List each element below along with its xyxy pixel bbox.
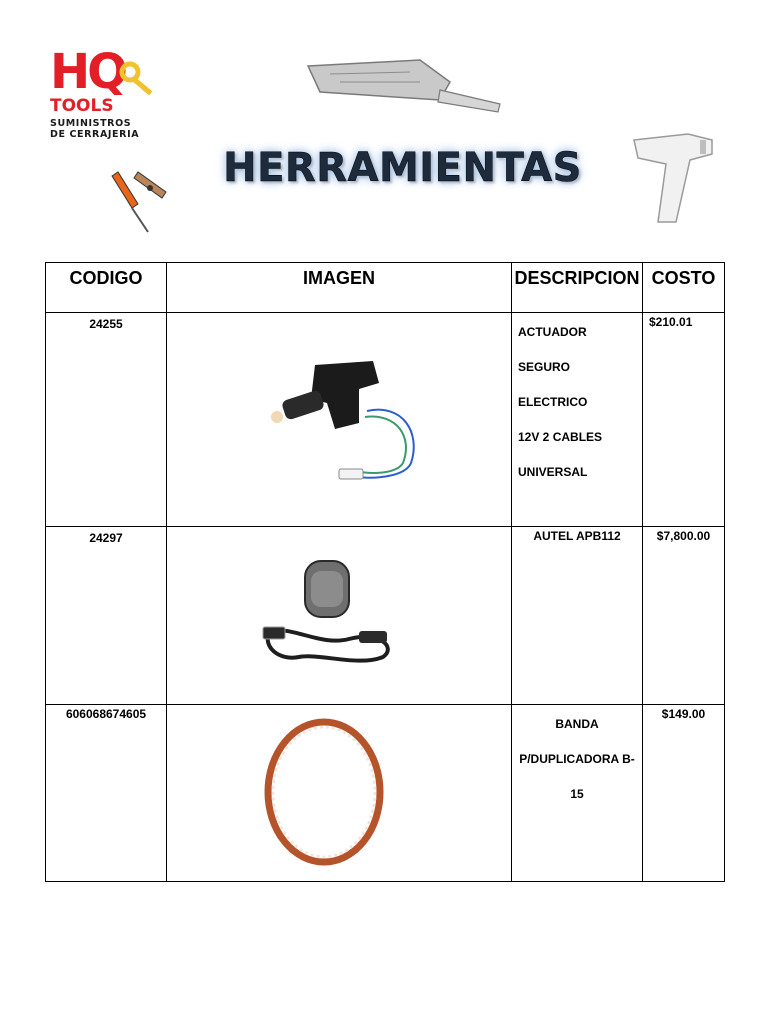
column-header-descripcion: DESCRIPCION [512,263,643,313]
door-lock-actuator-image [263,353,423,483]
description-line: P/DUPLICADORA B- [519,752,635,766]
product-description [512,313,643,527]
page-title: HERRAMIENTAS [223,145,582,191]
product-code: 24297 [46,527,167,705]
product-table [45,262,725,882]
description-line: AUTEL APB112 [533,529,621,543]
product-image-cell [167,313,512,527]
product-description [512,527,643,705]
logo-tools-text: TOOLS [50,96,114,116]
column-header-costo: COSTO [643,263,725,313]
product-image-cell [167,527,512,705]
column-header-codigo: CODIGO [46,263,167,313]
table-header-row [46,263,725,313]
key-icon [118,60,160,100]
description-line: 15 [570,787,584,801]
product-image-cell [167,705,512,882]
product-price: $210.01 [643,313,725,527]
product-description [512,705,643,882]
table-row [46,527,725,705]
logo-subtitle: SUMINISTROS DE CERRAJERIA [50,118,140,140]
logo-hq-text: HQ [50,44,125,100]
description-line: BANDA [555,717,599,731]
autel-apb112-image [259,557,399,667]
description-line: UNIVERSAL [518,465,588,479]
pick-gun-image [628,126,720,226]
hq-tools-logo [48,44,160,150]
lock-pick-tool-image [300,52,505,120]
table-row [46,313,725,527]
table-row [46,705,725,882]
duplicator-belt-image [263,717,385,867]
product-code: 606068674605 [46,705,167,882]
description-line: 12V 2 CABLES [518,430,603,444]
description-line: SEGURO ELECTRICO [518,360,588,409]
column-header-imagen: IMAGEN [167,263,512,313]
product-price: $149.00 [643,705,725,882]
product-code: 24255 [46,313,167,527]
description-line: ACTUADOR [518,325,587,339]
product-price: $7,800.00 [643,527,725,705]
pick-gun-tools-image [104,168,172,236]
